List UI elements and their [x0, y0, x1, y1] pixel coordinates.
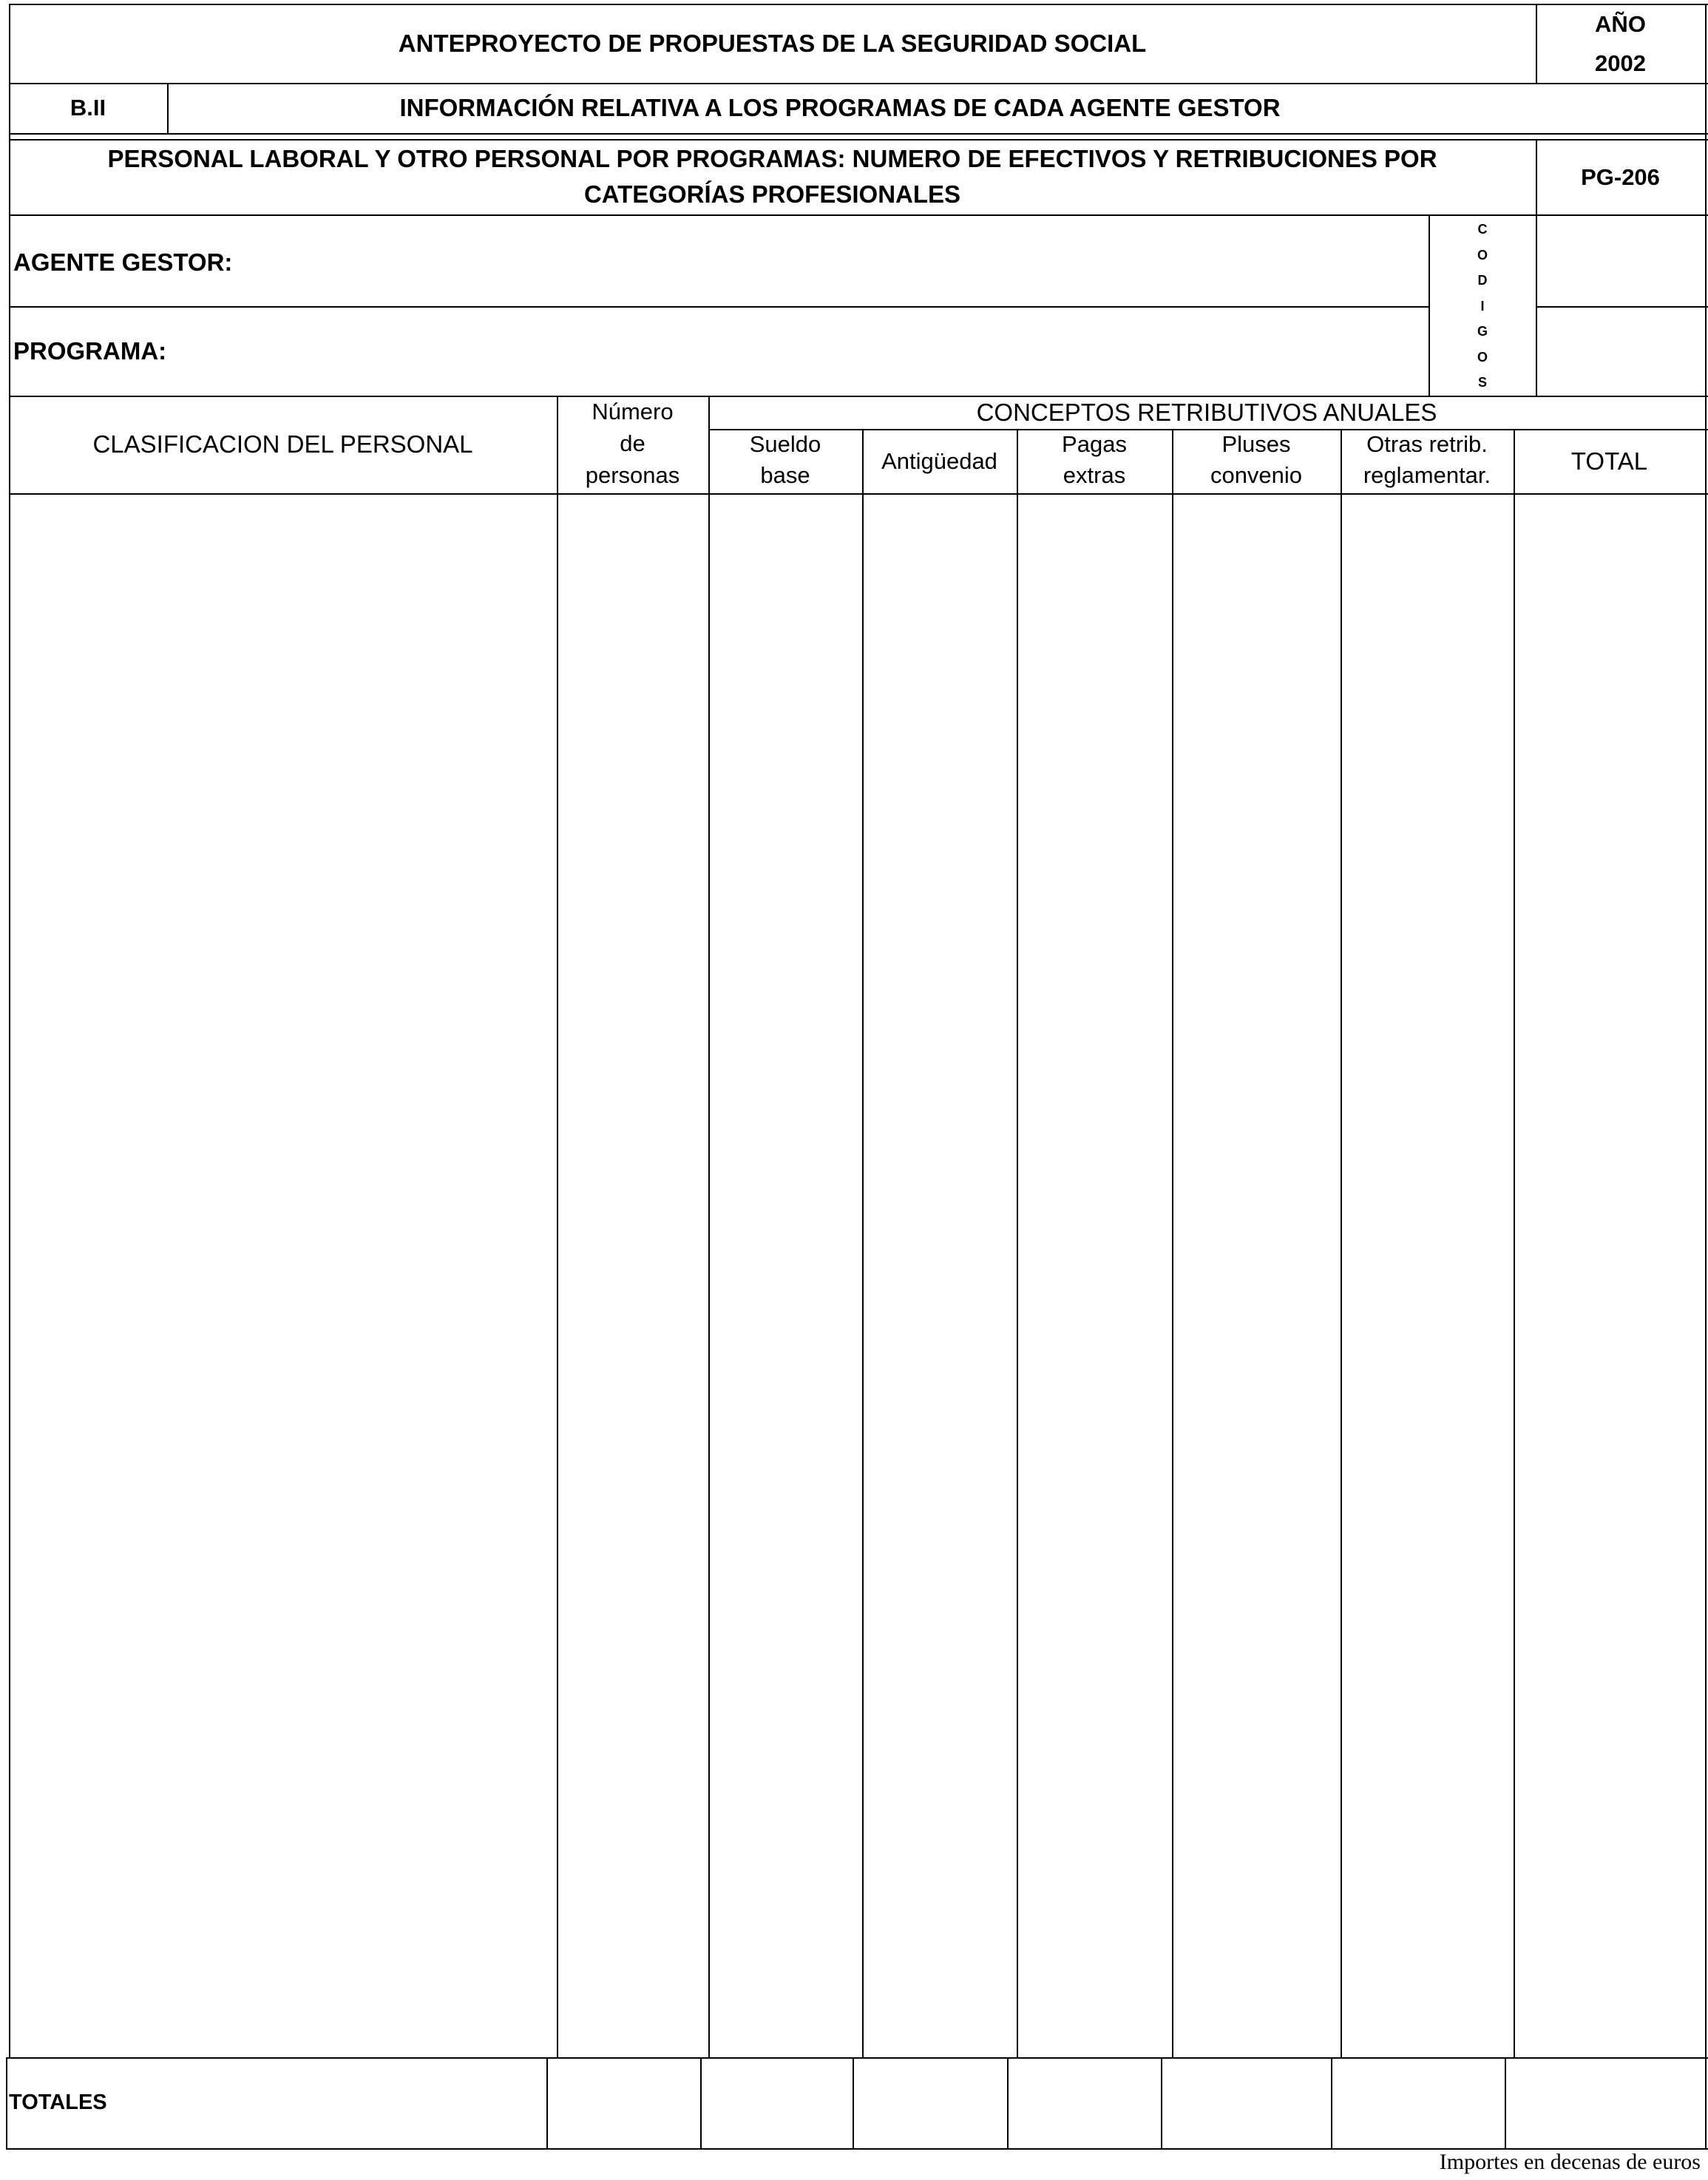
codigos-vertical-label [1464, 222, 1501, 390]
rule [9, 214, 1708, 216]
codigos-letter: O [1477, 349, 1488, 365]
col-header-otras-line2: reglamentar. [1363, 462, 1491, 488]
col-header-pluses-line1: Pluses [1221, 431, 1291, 457]
rule [1536, 214, 1537, 396]
rule [1429, 214, 1430, 396]
section-title: INFORMACIÓN RELATIVA A LOS PROGRAMAS DE CADA AGENTE GESTOR [399, 94, 1281, 122]
totales-label: TOTALES [9, 2090, 107, 2114]
programa-label: PROGRAMA: [13, 337, 167, 365]
totales-antiguedad-cell[interactable] [854, 2059, 1006, 2147]
codigos-letter: I [1480, 298, 1485, 314]
col-header-numero-line2: de [620, 430, 645, 456]
col-header-otras [1341, 429, 1514, 493]
totales-pagas-cell[interactable] [1009, 2059, 1159, 2147]
form-code: PG-206 [1581, 164, 1660, 191]
totales-otras-cell[interactable] [1332, 2059, 1503, 2147]
codigos-letter: G [1477, 324, 1488, 339]
programa-code-field[interactable] [1538, 308, 1704, 395]
col-header-clasificacion: CLASIFICACION DEL PERSONAL [92, 430, 473, 458]
form-title-line1: PERSONAL LABORAL Y OTRO PERSONAL POR PROGRAMAS: NUMERO DE EFECTIVOS Y RETRIBUCIONES POR [107, 145, 1437, 173]
codigos-letter: S [1477, 375, 1487, 390]
col-header-sueldo [708, 429, 862, 493]
agente-gestor-label: AGENTE GESTOR: [13, 248, 233, 277]
rule [9, 133, 1708, 135]
col-header-numero-line1: Número [592, 399, 674, 424]
totales-sueldo-cell[interactable] [702, 2059, 851, 2147]
rule [6, 2057, 7, 2148]
col-header-antiguedad: Antigüedad [881, 447, 997, 474]
codigos-letter: D [1477, 273, 1488, 288]
col-header-pluses-line2: convenio [1210, 462, 1303, 488]
col-header-sueldo-line2: base [760, 462, 810, 488]
agente-gestor-code-field[interactable] [1538, 216, 1704, 305]
col-header-pagas-line2: extras [1063, 462, 1126, 488]
section-code: B.II [70, 95, 106, 121]
col-header-numero [557, 396, 708, 493]
col-header-pluses [1172, 429, 1341, 493]
footer-units-note: Importes en decenas de euros [1439, 2150, 1701, 2174]
col-header-pagas-line1: Pagas [1062, 431, 1127, 457]
rule [1705, 396, 1707, 2148]
rule [1705, 4, 1707, 396]
col-header-numero-line3: personas [585, 462, 680, 488]
year-label: AÑO [1595, 11, 1646, 38]
rule [9, 306, 1429, 308]
codigos-letter: C [1477, 222, 1488, 237]
totales-numero-cell[interactable] [548, 2059, 699, 2147]
col-header-otras-line1: Otras retrib. [1366, 431, 1488, 457]
document-title: ANTEPROYECTO DE PROPUESTAS DE LA SEGURIDAD SOCIAL [398, 29, 1147, 57]
totales-total-cell[interactable] [1506, 2059, 1704, 2147]
col-header-pagas [1017, 429, 1172, 493]
table-body-entry-area[interactable] [10, 495, 1704, 2056]
codigos-letter: O [1477, 247, 1488, 263]
form-title-line2: CATEGORÍAS PROFESIONALES [583, 180, 961, 209]
year-value: 2002 [1595, 50, 1646, 77]
col-header-sueldo-line1: Sueldo [749, 431, 821, 457]
totales-pluses-cell[interactable] [1162, 2059, 1329, 2147]
group-header-conceptos: CONCEPTOS RETRIBUTIVOS ANUALES [976, 398, 1437, 426]
col-header-total: TOTAL [1570, 447, 1648, 475]
